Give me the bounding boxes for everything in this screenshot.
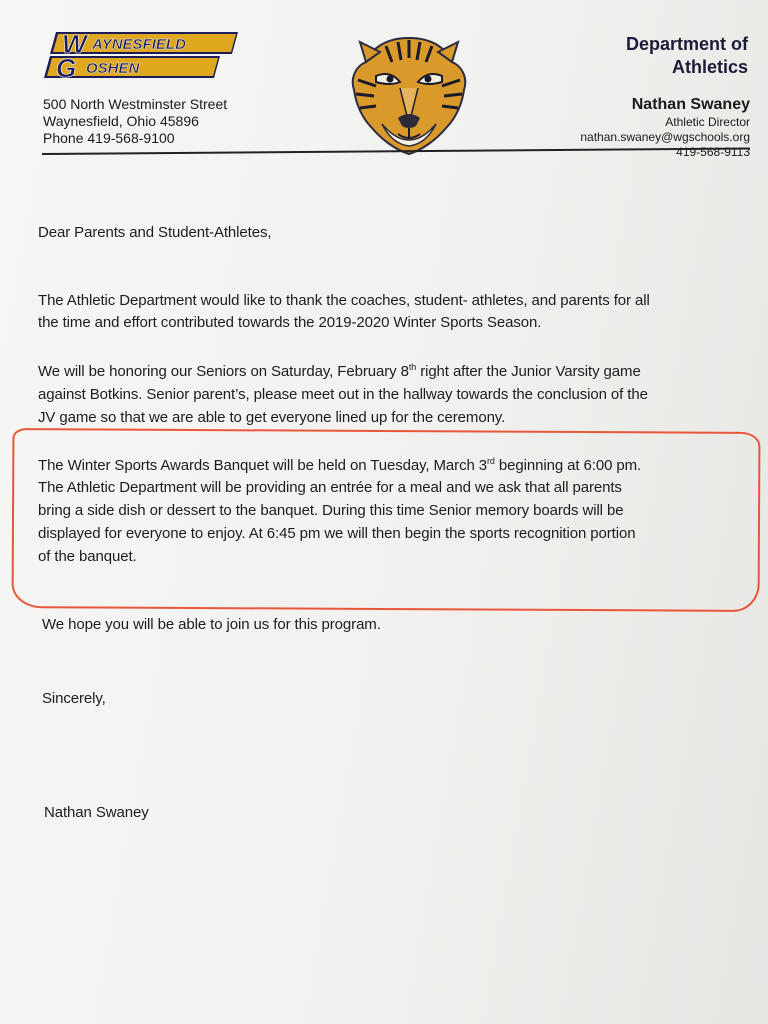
- logo-text-bottom: OSHEN: [86, 60, 140, 77]
- paragraph-1-line-1: The Athletic Department would like to thank the coaches, student- athletes, and parents for all: [38, 292, 650, 309]
- paragraph-3-line-4: displayed for everyone to enjoy. At 6:45 pm we will then begin the sports recognition portion: [38, 525, 636, 542]
- director-phone: 419-568-9113: [676, 145, 750, 159]
- closing: Sincerely,: [42, 690, 106, 707]
- director-email: nathan.swaney@wgschools.org: [580, 130, 750, 144]
- paragraph-2-line-3: JV game so that we are able to get everyone lined up for the ceremony.: [38, 409, 506, 426]
- tiger-mascot-icon: [346, 32, 472, 158]
- paragraph-1-line-2: the time and effort contributed towards the 2019-2020 Winter Sports Season.: [38, 314, 542, 331]
- director-name: Nathan Swaney: [631, 96, 750, 113]
- waynesfield-goshen-logo: [42, 26, 242, 84]
- greeting: Dear Parents and Student-Athletes,: [38, 224, 272, 241]
- paragraph-2-line-1: We will be honoring our Seniors on Saturday, February 8th right after the Junior Varsity game: [38, 362, 641, 380]
- svg-text:G: G: [56, 53, 77, 83]
- school-address: [43, 96, 227, 147]
- address-phone: Phone 419-568-9100: [43, 130, 175, 146]
- paragraph-3-line-2: The Athletic Department will be providing an entrée for a meal and we ask that all parents: [38, 479, 622, 496]
- paragraph-3-line-1: The Winter Sports Awards Banquet will be held on Tuesday, March 3rd beginning at 6:00 pm.: [38, 456, 642, 474]
- highlight-circle: [12, 428, 761, 612]
- paragraph-3-line-5: of the banquet.: [38, 548, 137, 565]
- paragraph-3-line-3: bring a side dish or dessert to the banquet. During this time Senior memory boards will be: [38, 502, 624, 519]
- paragraph-4: We hope you will be able to join us for this program.: [42, 616, 381, 633]
- director-title: Athletic Director: [665, 115, 750, 129]
- department-line-2: Athletics: [671, 57, 748, 77]
- address-city: Waynesfield, Ohio 45896: [43, 113, 199, 129]
- address-street: 500 North Westminster Street: [43, 96, 228, 112]
- department-line-1: Department of: [625, 34, 748, 54]
- svg-text:W: W: [62, 29, 87, 59]
- logo-text-top: AYNESFIELD: [92, 36, 186, 53]
- paragraph-2-line-2: against Botkins. Senior parent’s, please meet out in the hallway towards the conclusion of the: [38, 386, 648, 403]
- department-title: [626, 33, 748, 79]
- signature: Nathan Swaney: [44, 804, 149, 821]
